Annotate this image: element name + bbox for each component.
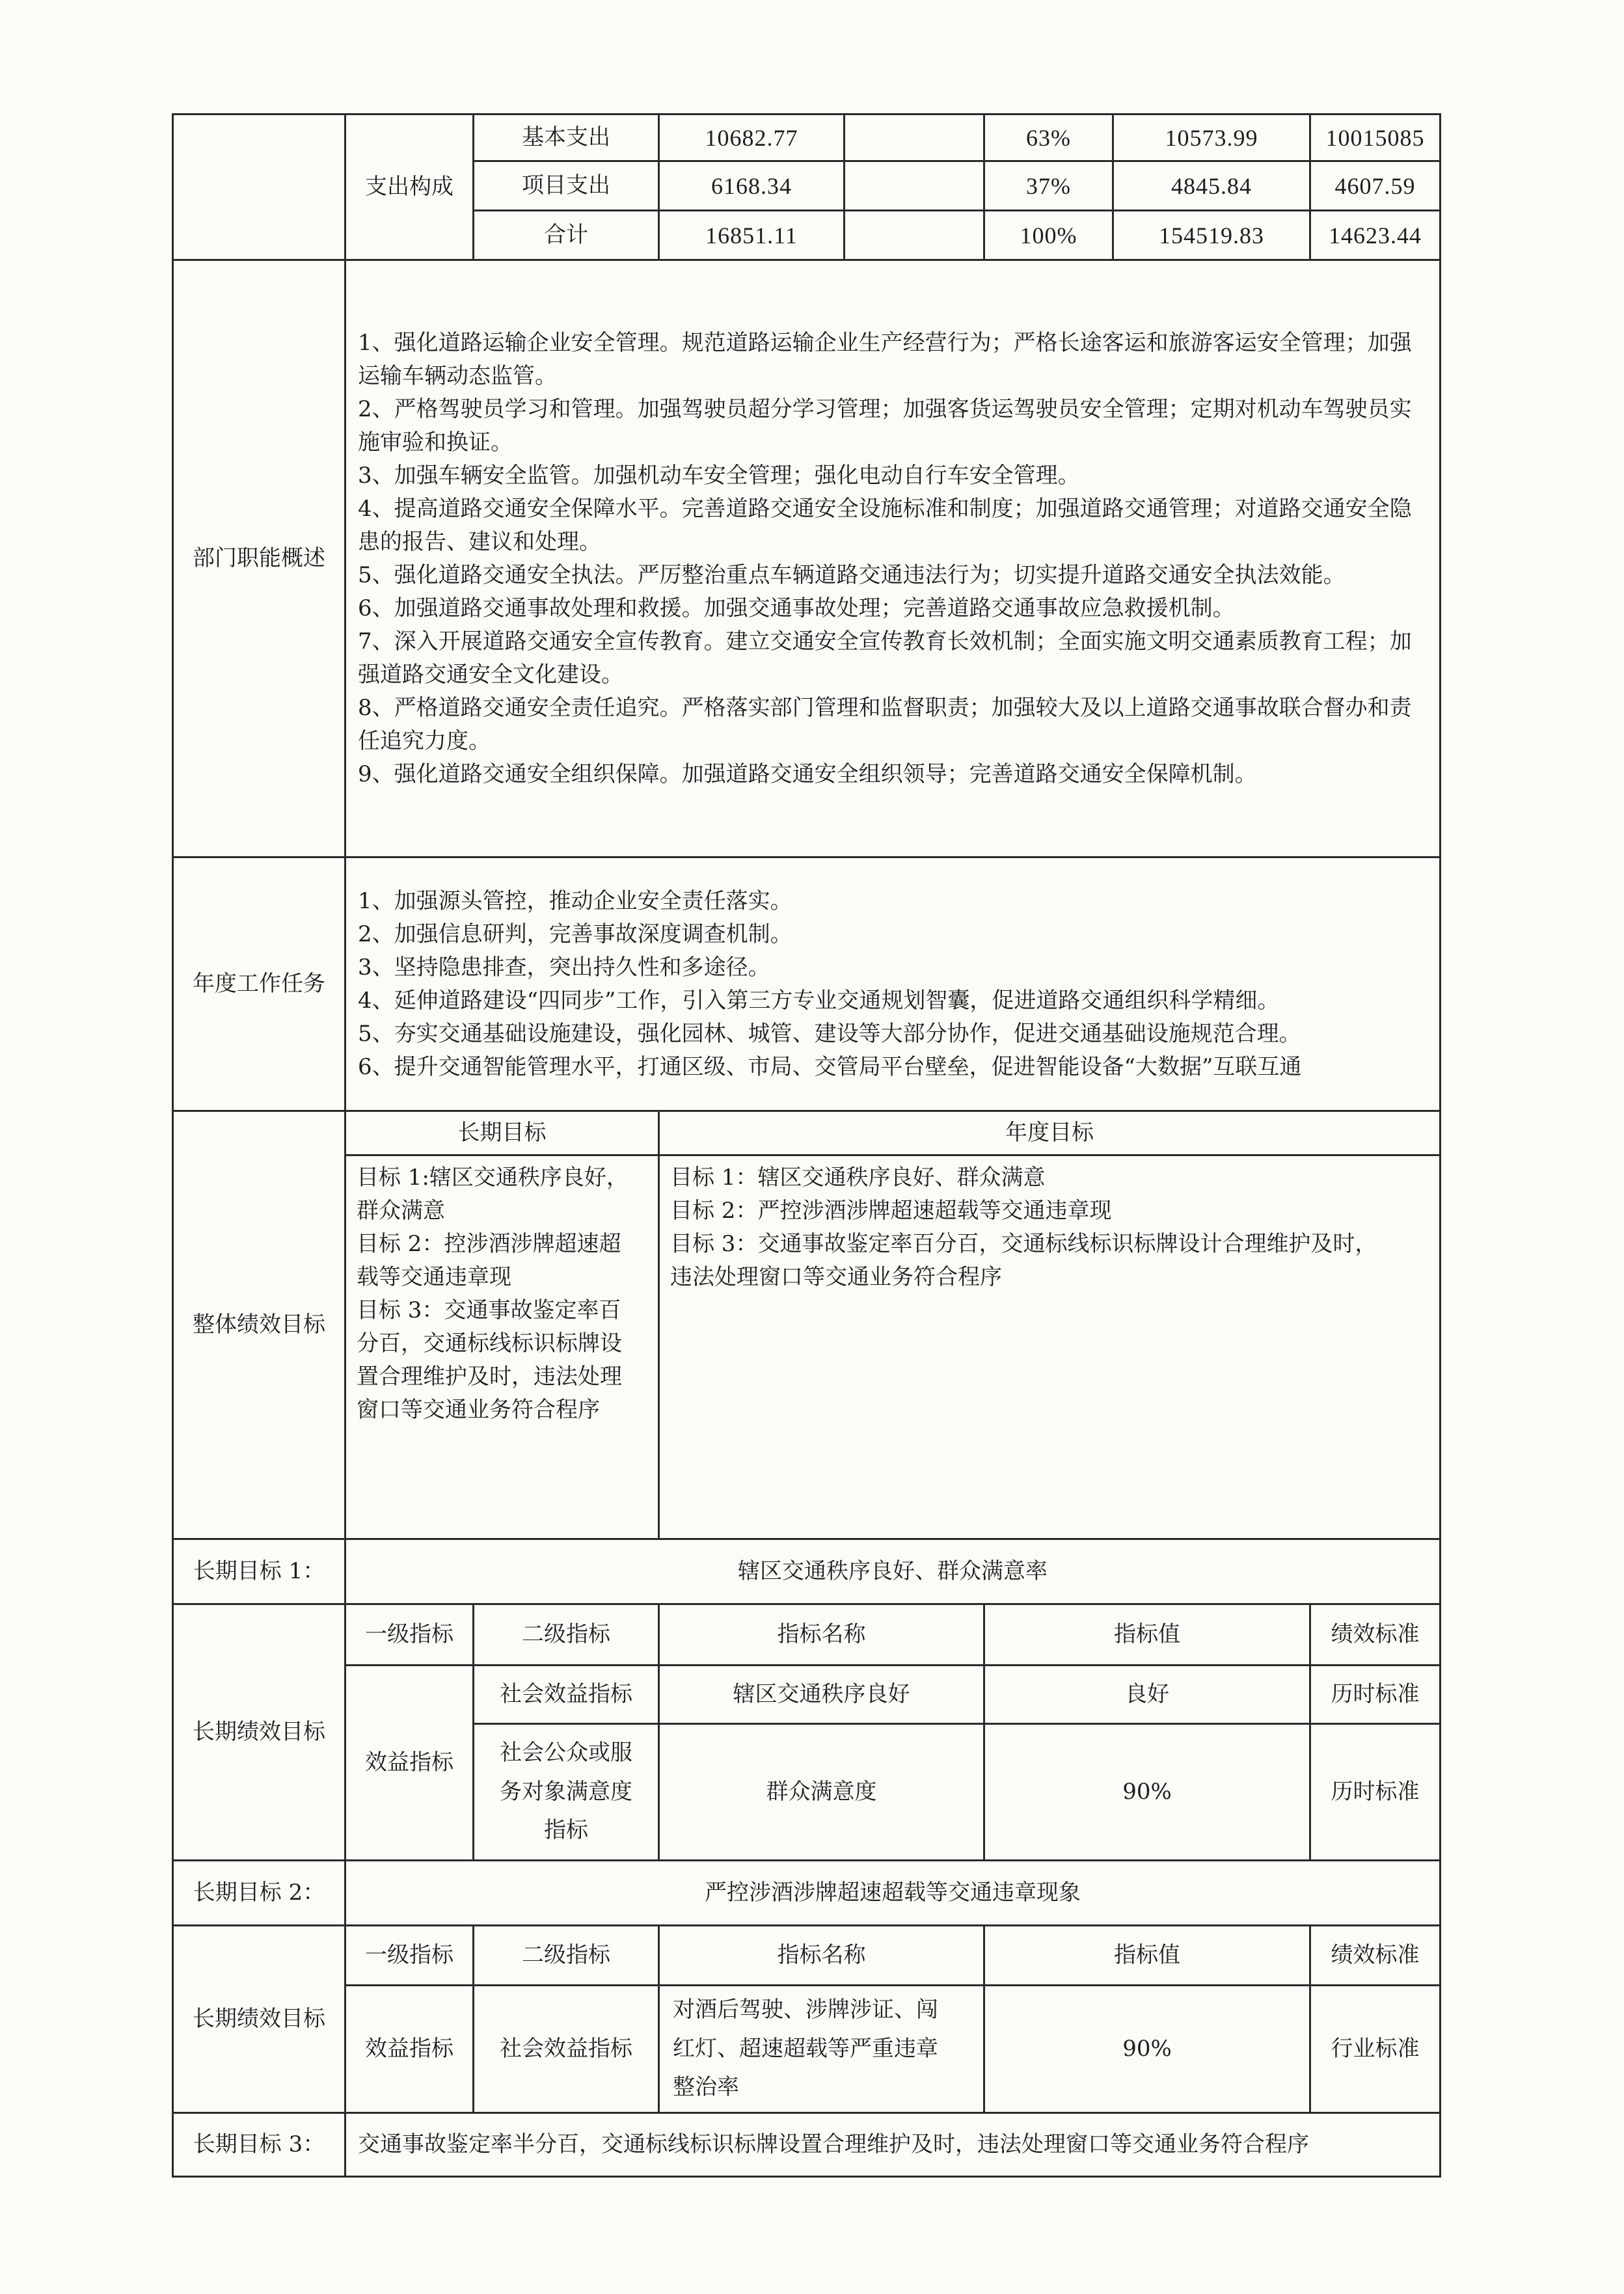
goal3-row: [173, 2113, 1441, 2177]
expenditure-label: 支出构成: [345, 115, 474, 260]
expenditure-blank: [845, 115, 984, 161]
annual-goal-head: 年度目标: [659, 1111, 1441, 1155]
perf1-std: 历时标准: [1310, 1666, 1441, 1724]
functions-text: [345, 260, 1441, 857]
expenditure-v2: 10015085: [1310, 115, 1441, 161]
perf2-head-row: [173, 1926, 1441, 1986]
annual-task-item: 4、延伸道路建设“四同步”工作，引入第三方专业交通规划智囊，促进道路交通组织科学精细。: [358, 987, 1280, 1014]
perf1-header-l2: 二级指标: [474, 1604, 659, 1666]
perf1-l1: 效益指标: [345, 1666, 474, 1861]
expenditure-pct: 37%: [984, 161, 1113, 211]
functions-item: 5、强化道路交通安全执法。严厉整治重点车辆道路交通违法行为；切实提升道路交通安全执法效能。: [358, 561, 1346, 588]
perf2-row: [173, 1986, 1441, 2113]
annual-task-item: 1、加强源头管控，推动企业安全责任落实。: [358, 887, 792, 914]
perf1-std: 历时标准: [1310, 1724, 1441, 1861]
performance-table: [172, 113, 1441, 2178]
annual-goal-line: 目标 1：辖区交通秩序良好、群众满意: [670, 1165, 1046, 1191]
perf1-head-row: [173, 1604, 1441, 1666]
functions-item: 4、提高道路交通安全保障水平。完善道路交通安全设施标准和制度；加强道路交通管理；对道路交通安全隐患的报告、建议和处理。: [358, 495, 1412, 555]
annual-tasks-row: [173, 857, 1441, 1111]
perf2-std: 行业标准: [1310, 1986, 1441, 2113]
expenditure-v2: 4607.59: [1310, 161, 1441, 211]
functions-label: 部门职能概述: [173, 260, 345, 857]
annual-tasks-label: 年度工作任务: [173, 857, 345, 1111]
overall-label: 整体绩效目标: [173, 1111, 345, 1539]
annual-task-item: 5、夯实交通基础设施建设，强化园林、城管、建设等大部分协作，促进交通基础设施规范合理。: [358, 1020, 1301, 1047]
long-goal-line: 分百，交通标线标识标牌设: [357, 1330, 622, 1356]
expenditure-v1: 10573.99: [1113, 115, 1310, 161]
perf1-l2: 社会效益指标: [474, 1666, 659, 1724]
overall-head-row: [173, 1111, 1441, 1155]
functions-item: 9、强化道路交通安全组织保障。加强道路交通安全组织领导；完善道路交通安全保障机制。: [358, 761, 1257, 787]
perf1-label: 长期绩效目标: [173, 1604, 345, 1861]
functions-item: 1、强化道路运输企业安全管理。规范道路运输企业生产经营行为；严格长途客运和旅游客运安全管理；加强运输车辆动态监管。: [358, 329, 1412, 389]
goal3-label: 长期目标 3：: [173, 2113, 345, 2177]
functions-item: 7、深入开展道路交通安全宣传教育。建立交通安全宣传教育长效机制；全面实施文明交通素质教育工程；加强道路交通安全文化建设。: [358, 628, 1412, 688]
functions-row: [173, 260, 1441, 857]
perf2-l1: 效益指标: [345, 1986, 474, 2113]
expenditure-amount: 6168.34: [659, 161, 845, 211]
performance-table-sheet: [172, 113, 1439, 2202]
perf1-row: [173, 1666, 1441, 1724]
perf1-l2: [474, 1724, 659, 1861]
long-goal-text: [345, 1155, 659, 1539]
expenditure-v2: 14623.44: [1310, 211, 1441, 260]
perf2-name-line: 红灯、超速超载等严重违章: [673, 2035, 938, 2062]
expenditure-blank: [845, 211, 984, 260]
goal1-label: 长期目标 1：: [173, 1539, 345, 1604]
perf2-header-l1: 一级指标: [345, 1926, 474, 1986]
perf1-header-l1: 一级指标: [345, 1604, 474, 1666]
annual-goal-line: 目标 2：严控涉酒涉牌超速超载等交通违章现: [670, 1198, 1112, 1224]
annual-task-item: 6、提升交通智能管理水平，打通区级、市局、交管局平台壁垒，促进智能设备“大数据”互联互通: [358, 1053, 1302, 1080]
expenditure-amount: 16851.11: [659, 211, 845, 260]
long-goal-line: 载等交通违章现: [357, 1264, 511, 1290]
expenditure-pct: 100%: [984, 211, 1113, 260]
perf2-l2: 社会效益指标: [474, 1986, 659, 2113]
goal2-label: 长期目标 2：: [173, 1861, 345, 1926]
expenditure-blank-cell: [173, 115, 345, 260]
annual-task-item: 3、坚持隐患排查，突出持久性和多途径。: [358, 954, 770, 980]
perf2-value: 90%: [984, 1986, 1310, 2113]
perf2-label: 长期绩效目标: [173, 1926, 345, 2113]
long-goal-head: 长期目标: [345, 1111, 659, 1155]
goal2-text: 严控涉酒涉牌超速超载等交通违章现象: [345, 1861, 1441, 1926]
overall-body-row: [173, 1155, 1441, 1539]
perf2-name-line: 整治率: [673, 2074, 739, 2101]
goal3-text: 交通事故鉴定率半分百，交通标线标识标牌设置合理维护及时，违法处理窗口等交通业务符合程序: [345, 2113, 1441, 2177]
functions-item: 8、严格道路交通安全责任追究。严格落实部门管理和监督职责；加强较大及以上道路交通事故联合督办和责任追究力度。: [358, 694, 1412, 754]
expenditure-name: 合计: [474, 211, 659, 260]
perf2-name-line: 对酒后驾驶、涉牌涉证、闯: [673, 1997, 938, 2023]
perf2-name: [659, 1986, 984, 2113]
long-goal-line: 群众满意: [357, 1198, 445, 1224]
perf1-name: 辖区交通秩序良好: [659, 1666, 984, 1724]
long-goal-line: 目标 1:辖区交通秩序良好，: [357, 1165, 629, 1191]
perf2-header-std: 绩效标准: [1310, 1926, 1441, 1986]
perf2-header-l2: 二级指标: [474, 1926, 659, 1986]
annual-task-item: 2、加强信息研判，完善事故深度调查机制。: [358, 921, 792, 947]
perf2-header-name: 指标名称: [659, 1926, 984, 1986]
annual-goal-line: 违法处理窗口等交通业务符合程序: [670, 1264, 1002, 1290]
functions-item: 3、加强车辆安全监管。加强机动车安全管理；强化电动自行车安全管理。: [358, 462, 1080, 489]
functions-item: 6、加强道路交通事故处理和救援。加强交通事故处理；完善道路交通事故应急救援机制。: [358, 595, 1235, 621]
perf1-value: 良好: [984, 1666, 1310, 1724]
perf1-name: 群众满意度: [659, 1724, 984, 1861]
perf1-header-name: 指标名称: [659, 1604, 984, 1666]
goal1-text: 辖区交通秩序良好、群众满意率: [345, 1539, 1441, 1604]
expenditure-v1: 154519.83: [1113, 211, 1310, 260]
expenditure-row: [173, 115, 1441, 161]
perf1-l2-line: 务对象满意度: [500, 1778, 632, 1805]
perf1-header-std: 绩效标准: [1310, 1604, 1441, 1666]
long-goal-line: 目标 2：控涉酒涉牌超速超: [357, 1231, 621, 1257]
long-goal-line: 目标 3：交通事故鉴定率百: [357, 1297, 621, 1323]
expenditure-name: 基本支出: [474, 115, 659, 161]
perf1-header-value: 指标值: [984, 1604, 1310, 1666]
expenditure-v1: 4845.84: [1113, 161, 1310, 211]
goal2-row: [173, 1861, 1441, 1926]
perf1-l2-line: 指标: [544, 1817, 588, 1844]
long-goal-line: 窗口等交通业务符合程序: [357, 1397, 600, 1423]
perf1-l2-line: 社会公众或服: [500, 1740, 632, 1766]
long-goal-line: 置合理维护及时，违法处理: [357, 1364, 622, 1390]
annual-goal-text: [659, 1155, 1441, 1539]
annual-goal-line: 目标 3：交通事故鉴定率百分百，交通标线标识标牌设计合理维护及时，: [670, 1231, 1377, 1257]
expenditure-name: 项目支出: [474, 161, 659, 211]
expenditure-amount: 10682.77: [659, 115, 845, 161]
annual-tasks-text: [345, 857, 1441, 1111]
perf2-header-value: 指标值: [984, 1926, 1310, 1986]
expenditure-blank: [845, 161, 984, 211]
goal1-row: [173, 1539, 1441, 1604]
expenditure-pct: 63%: [984, 115, 1113, 161]
functions-item: 2、严格驾驶员学习和管理。加强驾驶员超分学习管理；加强客货运驾驶员安全管理；定期对机动车驾驶员实施审验和换证。: [358, 396, 1412, 455]
perf1-value: 90%: [984, 1724, 1310, 1861]
